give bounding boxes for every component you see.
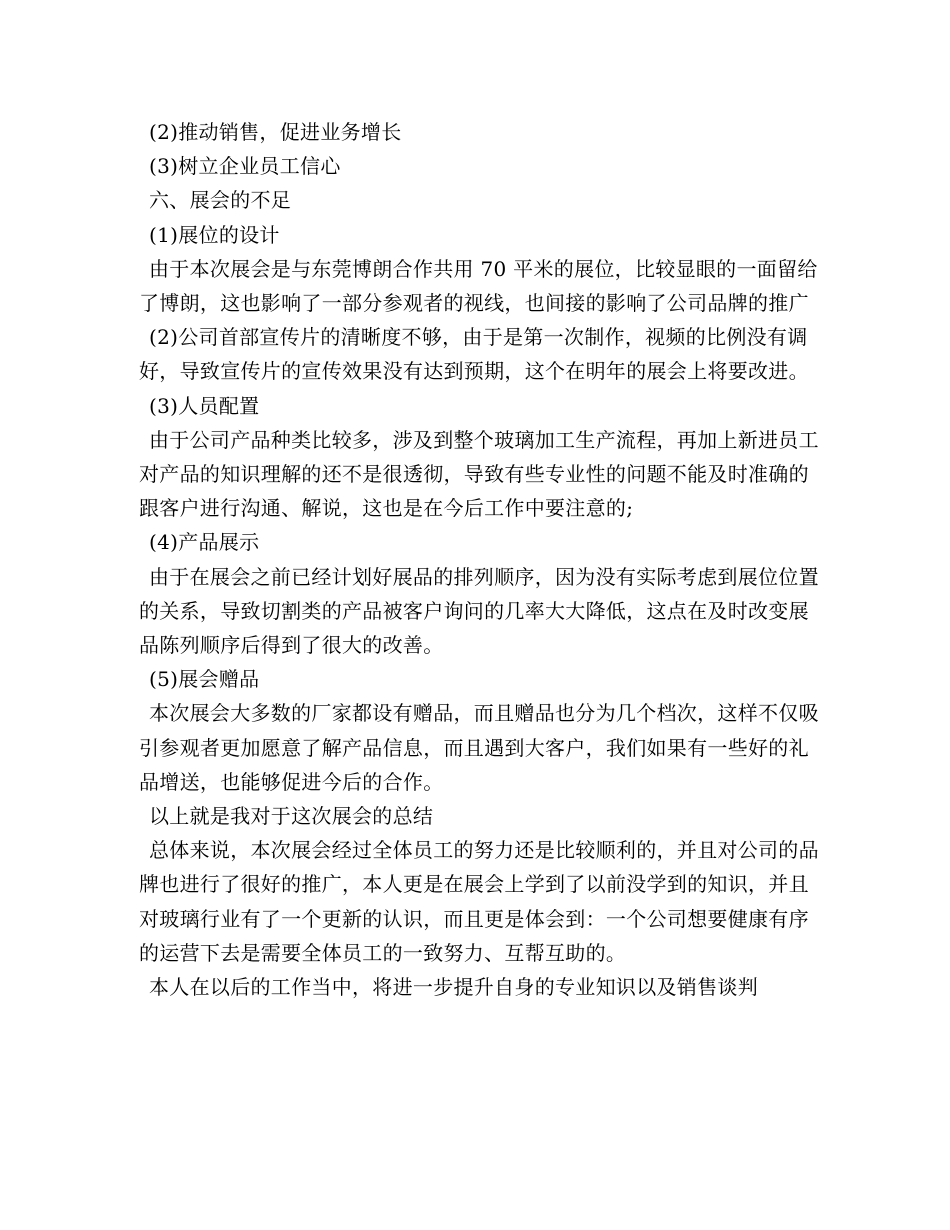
- paragraph-future-work: 本人在以后的工作当中，将进一步提升自身的专业知识以及销售谈判: [149, 975, 758, 1000]
- subheading-product-display: (4)产品展示: [149, 530, 260, 555]
- list-item-point-3: (3)树立企业员工信心: [149, 154, 341, 179]
- list-item-point-2: (2)推动销售，促进业务增长: [149, 120, 402, 144]
- document-body: [139, 115, 819, 1004]
- paragraph-giveaways: 本次展会大多数的厂家都设有赠品，而且赠品也分为几个档次，这样不仅吸引参观者更加愿意了解产品信息，而且遇到大客户，我们如果有一些好的礼品增送，也能够促进今后的合作。: [139, 701, 819, 794]
- paragraph-overall-summary: 总体来说，本次展会经过全体员工的努力还是比较顺利的，并且对公司的品牌也进行了很好的推广，本人更是在展会上学到了以前没学到的知识，并且对玻璃行业有了一个更新的认识，而且更是体会到：一个公司想要健康有序的运营下去是需要全体员工的一致努力、互帮互助的。: [139, 838, 819, 965]
- subheading-giveaways: (5)展会赠品: [149, 667, 260, 692]
- paragraph-booth-design: 由于本次展会是与东莞博朗合作共用 70 平米的展位，比较显眼的一面留给了博朗，这也影响了一部分参观者的视线，也间接的影响了公司品牌的推广: [139, 256, 818, 316]
- paragraph-summary-intro: 以上就是我对于这次展会的总结: [149, 804, 434, 829]
- paragraph-promo-video: (2)公司首部宣传片的清晰度不够，由于是第一次制作，视频的比例没有调好，导致宣传片的宣传效果没有达到预期，这个在明年的展会上将要改进。: [139, 325, 809, 384]
- section-heading-shortcomings: 六、展会的不足: [149, 188, 292, 213]
- paragraph-staffing: 由于公司产品种类比较多，涉及到整个玻璃加工生产流程，再加上新进员工对产品的知识理解的还不是很透彻，导致有些专业性的问题不能及时准确的跟客户进行沟通、解说，这也是在今后工作中要注意的;: [139, 427, 819, 521]
- paragraph-product-display: 由于在展会之前已经计划好展品的排列顺序，因为没有实际考虑到展位位置的关系，导致切割类的产品被客户询问的几率大大降低，这点在及时改变展品陈列顺序后得到了很大的改善。: [139, 564, 819, 658]
- subheading-booth-design: (1)展位的设计: [149, 222, 280, 247]
- subheading-staffing: (3)人员配置: [149, 393, 260, 418]
